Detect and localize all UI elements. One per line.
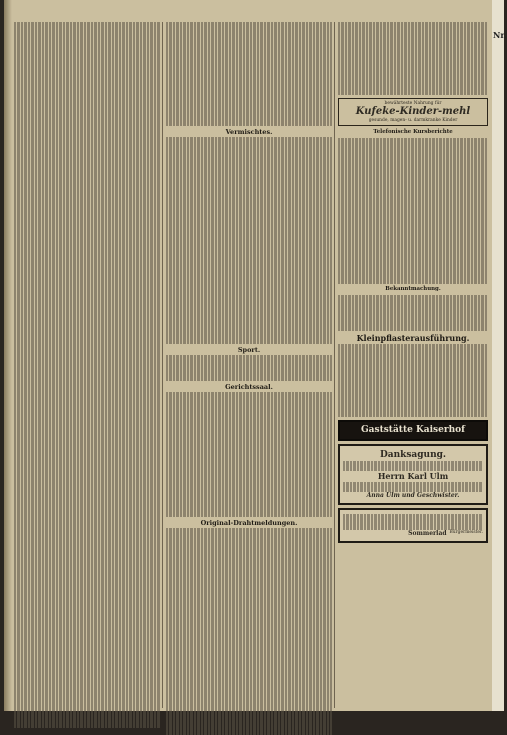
kufeke-label: bewährteste Nahrung für	[384, 100, 442, 106]
adjacent-page-edge	[492, 0, 507, 711]
sommerlad-name: Sommerlad	[408, 529, 447, 537]
heading-bekanntmachung: Bekanntmachung.	[385, 285, 441, 292]
danksagung-notice	[338, 444, 488, 506]
sommerlad-title: Bürgermeister.	[449, 529, 483, 535]
heading-original-drahtmeldungen: Original-Drahtmeldungen.	[200, 518, 298, 527]
danksagung-name: Herrn Karl Ulm	[377, 471, 449, 481]
kufeke-title: Kufeke-Kinder-mehl	[355, 106, 471, 118]
column-2	[166, 22, 332, 735]
heading-vermischtes: Vermischtes.	[225, 127, 273, 136]
heading-telefonische-kursberichte: Telefonische Kursberichte	[373, 129, 453, 136]
column-rule	[162, 22, 163, 708]
kufeke-subtitle: gesunde, magen- u. darmkranke Kinder	[368, 118, 458, 124]
danksagung-signature: Anna Ulm und Geschwister.	[366, 492, 460, 500]
heading-sport: Sport.	[237, 346, 261, 355]
heading-gerichtssaal: Gerichtssaal.	[225, 383, 273, 392]
column-1	[14, 22, 160, 728]
heading-kleinpflasterausfuehrung: Kleinpflasterausführung.	[356, 333, 470, 343]
gaststaette-title: Gaststätte Kaiserhof	[361, 424, 465, 435]
adjacent-page-header: Nr.	[493, 30, 507, 40]
newspaper-page	[4, 0, 492, 711]
column-rule	[334, 22, 335, 708]
danksagung-title: Danksagung.	[379, 449, 447, 460]
kufeke-advertisement	[338, 98, 488, 127]
gaststaette-advertisement	[338, 420, 488, 441]
column-3	[338, 22, 488, 546]
announcement-box	[338, 508, 488, 543]
